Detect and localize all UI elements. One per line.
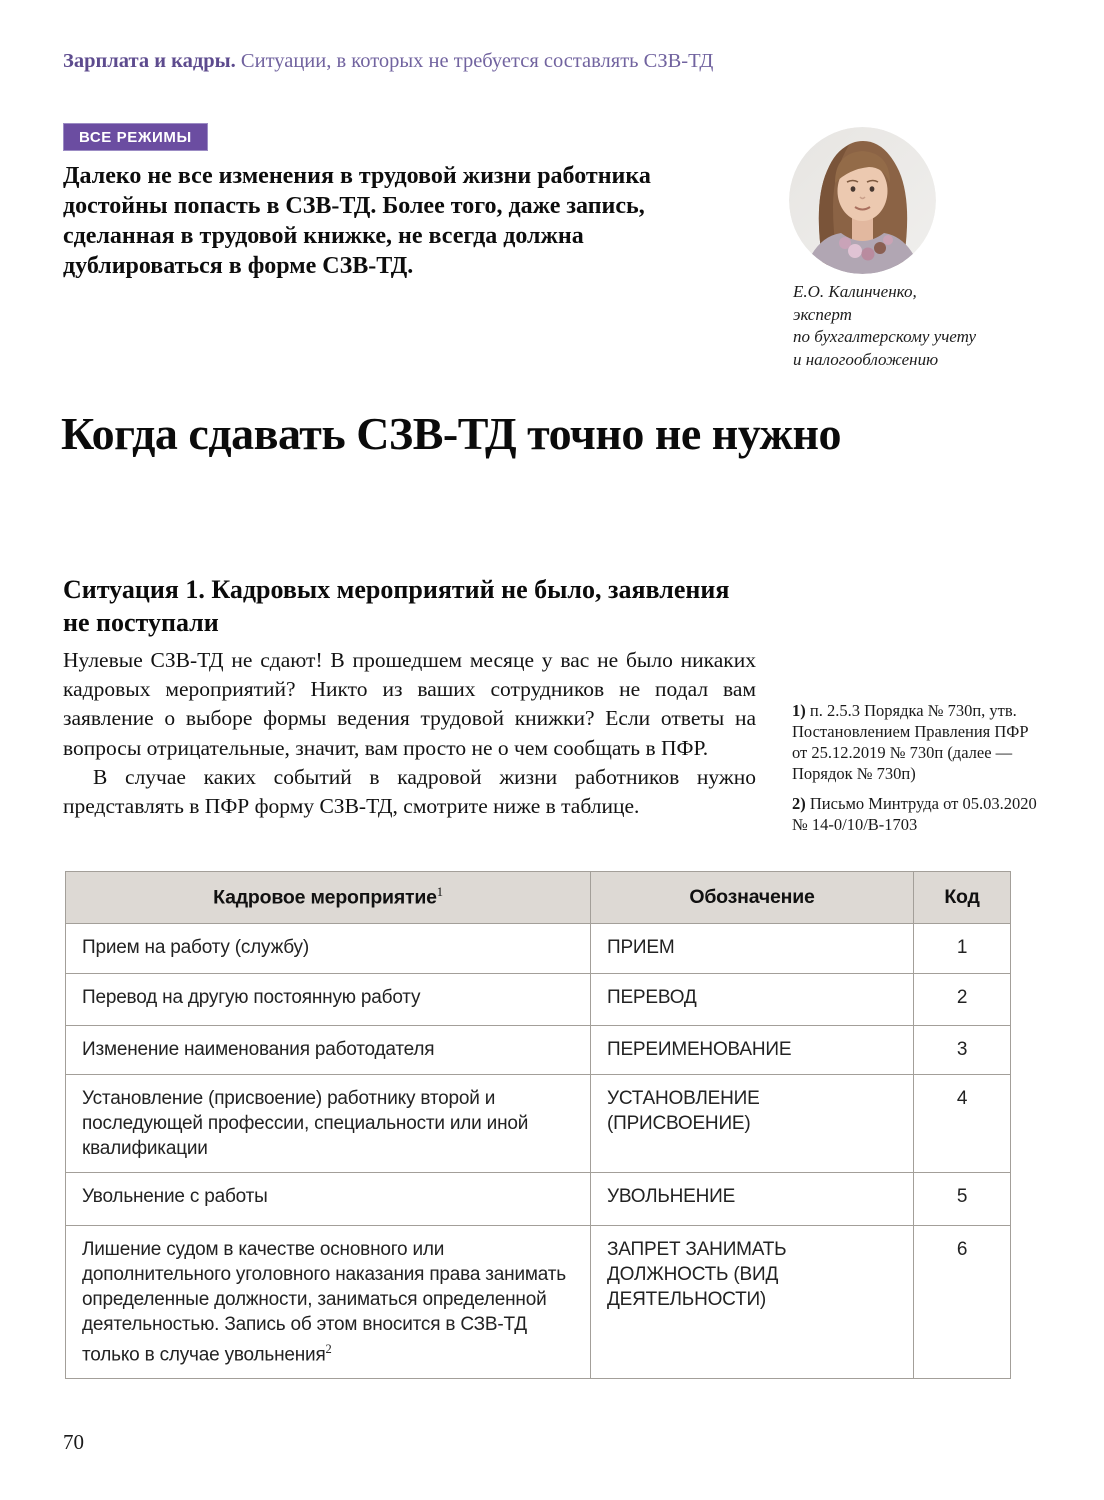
- running-head: [63, 50, 713, 73]
- cell-designation: ПРИЕМ: [591, 924, 914, 974]
- cell-code: 5: [914, 1173, 1011, 1226]
- cell-code: 3: [914, 1026, 1011, 1075]
- page-number: 70: [63, 1430, 84, 1454]
- cell-code: 4: [914, 1075, 1011, 1173]
- article-body: [63, 646, 756, 821]
- footnote-marker: 2): [792, 794, 806, 813]
- header-footnote-ref: 1: [436, 885, 443, 900]
- regime-badge: ВСЕ РЕЖИМЫ: [63, 123, 208, 151]
- cell-event: Увольнение с работы: [66, 1173, 591, 1226]
- author-caption: [793, 281, 1058, 371]
- table-row: [66, 1226, 1011, 1379]
- table-row: [66, 1173, 1011, 1226]
- table-row: [66, 1075, 1011, 1173]
- footnote-2: [792, 793, 1042, 835]
- rubric-title: Зарплата и кадры.: [63, 50, 236, 72]
- article-title: Когда сдавать СЗВ-ТД точно не нужно: [61, 408, 842, 459]
- body-paragraph: Нулевые СЗВ-ТД не сдают! В прошедшем месяце у вас не было никаких кадровых мероприятий? Никто из ваших сотрудников не подал вам заявление о выборе формы ведения трудовой книжки? Если ответы на вопросы отрицательные, значит, вам просто не о чем сообщать в ПФР.: [63, 648, 756, 760]
- cell-designation: УВОЛЬНЕНИЕ: [591, 1173, 914, 1226]
- author-role-line: и налогообложению: [793, 349, 939, 369]
- events-table: [65, 871, 1011, 1379]
- header-code: Код: [914, 872, 1011, 924]
- author-photo: [789, 127, 936, 274]
- footnote-1: [792, 700, 1042, 784]
- section-heading: Ситуация 1. Кадровых мероприятий не было, заявления не поступали: [63, 575, 730, 637]
- cell-designation: ЗАПРЕТ ЗАНИМАТЬ ДОЛЖНОСТЬ (ВИД ДЕЯТЕЛЬНОСТИ): [591, 1226, 914, 1379]
- cell-code: 2: [914, 974, 1011, 1026]
- lead-paragraph: Далеко не все изменения в трудовой жизни работника достойны попасть в СЗВ-ТД. Более того, даже запись, сделанная в трудовой книжке, не всегда должна дублироваться в форме СЗВ-ТД.: [63, 163, 651, 279]
- portrait-illustration: [789, 127, 936, 274]
- header-designation: Обозначение: [591, 872, 914, 924]
- cell-code: 1: [914, 924, 1011, 974]
- author-role-line: эксперт: [793, 304, 852, 324]
- author-name: Е.О. Калинченко,: [793, 282, 917, 301]
- cell-event: Установление (присвоение) работнику второй и последующей профессии, специальности или иной квалификации: [66, 1075, 591, 1173]
- table-row: [66, 974, 1011, 1026]
- cell-footnote-ref: 2: [325, 1342, 332, 1356]
- footnote-text: Письмо Минтруда от 05.03.2020 № 14-0/10/В-1703: [792, 794, 1037, 834]
- header-event: Кадровое мероприятие$^1$: [66, 872, 591, 924]
- cell-designation: ПЕРЕИМЕНОВАНИЕ: [591, 1026, 914, 1075]
- cell-event: Изменение наименования работодателя: [66, 1026, 591, 1075]
- table-row: [66, 1026, 1011, 1075]
- cell-event: Перевод на другую постоянную работу: [66, 974, 591, 1026]
- footnote-marker: 1): [792, 701, 806, 720]
- cell-event: Лишение судом в качестве основного или дополнительного уголовного наказания права занимать определенные должности, заниматься определенной деятельностью. Запись об этом вносится в СЗВ-ТД только в случае увольнения$^2$: [66, 1226, 591, 1379]
- author-role-line: по бухгалтерскому учету: [793, 327, 977, 346]
- sidebar-footnotes: [792, 700, 1042, 844]
- body-paragraph: В случае каких событий в кадровой жизни работников нужно представлять в ПФР форму СЗВ-ТД, смотрите ниже в таблице.: [63, 764, 756, 819]
- cell-designation: УСТАНОВЛЕНИЕ (ПРИСВОЕНИЕ): [591, 1075, 914, 1173]
- cell-event: Прием на работу (службу): [66, 924, 591, 974]
- table-header-row: [66, 872, 1011, 924]
- footnote-text: п. 2.5.3 Порядка № 730п, утв. Постановлением Правления ПФР от 25.12.2019 № 730п (далее — Порядок № 730п): [792, 701, 1029, 783]
- cell-code: 6: [914, 1226, 1011, 1379]
- rubric-subtitle: Ситуации, в которых не требуется составлять СЗВ-ТД: [240, 50, 714, 72]
- table-row: [66, 924, 1011, 974]
- cell-designation: ПЕРЕВОД: [591, 974, 914, 1026]
